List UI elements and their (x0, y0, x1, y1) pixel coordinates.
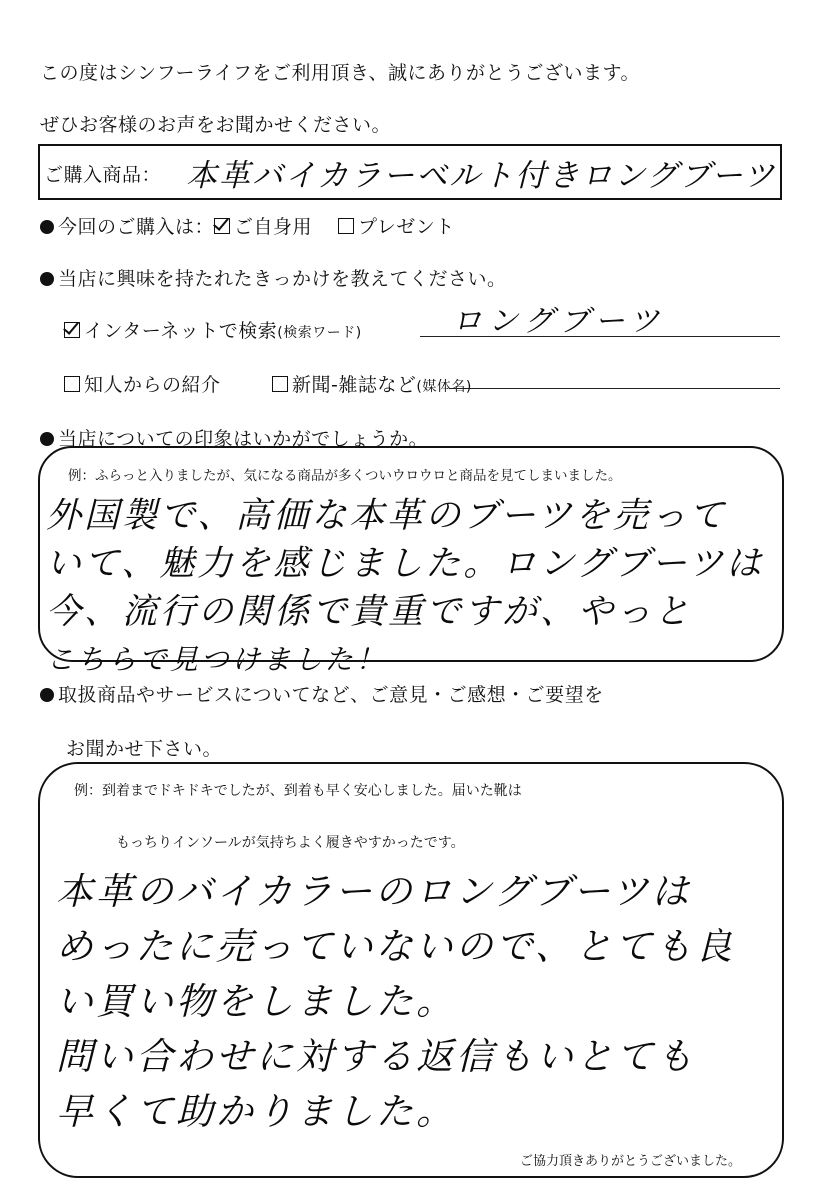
trigger-question: 当店に興味を持たれたきっかけを教えてください。 (58, 268, 507, 290)
opinion-question-line-2: お聞かせ下さい。 (66, 738, 223, 760)
impression-answer-line: 外国製で、高価な本革のブーツを売って (46, 496, 727, 536)
impression-answer-line: いて、魅力を感じました。ロングブーツは (46, 544, 765, 584)
opinion-question-line-1: 取扱商品やサービスについてなど、ご意見・ご感想・ご要望を (58, 684, 604, 706)
opinion-answer-line: めったに売っていないので、とても良 (56, 925, 735, 968)
checkbox-checked-icon[interactable] (214, 218, 230, 234)
trigger-internet-row[interactable] (64, 316, 362, 343)
trigger-internet-sublabel: (検索ワード) (277, 325, 362, 341)
purpose-option-self-label: ご自身用 (234, 216, 313, 238)
bullet-icon (40, 272, 54, 286)
impression-answer-line: こちらで見つけました！ (46, 643, 387, 676)
purpose-option-gift[interactable] (338, 216, 455, 238)
bullet-icon (40, 432, 54, 446)
opinion-answer-line: 問い合わせに対する返信もいとても (56, 1035, 696, 1078)
opinion-answer-line: い買い物をしました。 (56, 980, 456, 1023)
trigger-media-sublabel: (媒体名) (416, 379, 472, 395)
bullet-icon (40, 220, 54, 234)
purpose-option-gift-label: プレゼント (358, 216, 455, 238)
footer-thanks: ご協力頂きありがとうございました。 (520, 1154, 742, 1169)
opinion-example-line-2: もっちりインソールが気持ちよく履きやすかったです。 (116, 835, 465, 851)
checkbox-icon[interactable] (272, 376, 288, 392)
impression-question: 当店についての印象はいかがでしょうか。 (58, 428, 429, 450)
product-label: ご購入商品： (44, 164, 162, 186)
impression-example: 例：ふらっと入りましたが、気になる商品が多くついウロウロと商品を見てしまいました。 (68, 468, 622, 484)
trigger-internet-label: インターネットで検索 (84, 320, 278, 342)
trigger-referral-row[interactable] (64, 370, 221, 397)
checkbox-icon[interactable] (64, 376, 80, 392)
bullet-icon (40, 688, 54, 702)
intro-line-2: ぜひお客様のお声をお聞かせください。 (40, 114, 392, 136)
trigger-media-label: 新聞‐雑誌など (292, 374, 417, 396)
trigger-media-row[interactable] (272, 370, 472, 397)
trigger-question-row (40, 264, 507, 291)
intro-line-1: この度はシンフーライフをご利用頂き、誠にありがとうございます。 (40, 62, 641, 84)
impression-answer (46, 492, 764, 684)
purpose-label: 今回のご購入は： (58, 216, 215, 238)
product-value: 本革バイカラーベルト付きロングブーツ (186, 158, 777, 194)
purpose-row (40, 212, 455, 239)
media-underline (450, 388, 780, 389)
opinion-answer-line: 本革のバイカラーのロングブーツは (56, 870, 692, 913)
checkbox-icon[interactable] (338, 218, 354, 234)
trigger-referral-label: 知人からの紹介 (84, 374, 221, 396)
opinion-answer-line: 早くて助かりました。 (56, 1090, 456, 1133)
opinion-example-line-1: 例：到着までドキドキでしたが、到着も早く安心しました。届いた靴は (74, 783, 522, 799)
search-word-value: ロングブーツ (452, 304, 666, 339)
checkbox-checked-icon[interactable] (64, 322, 80, 338)
search-word-underline (420, 336, 780, 337)
purpose-option-self[interactable] (214, 216, 312, 238)
opinion-answer (56, 864, 735, 1139)
impression-answer-line: 今、流行の関係で貴重ですが、やっと (46, 592, 693, 632)
opinion-question-row (40, 680, 604, 707)
